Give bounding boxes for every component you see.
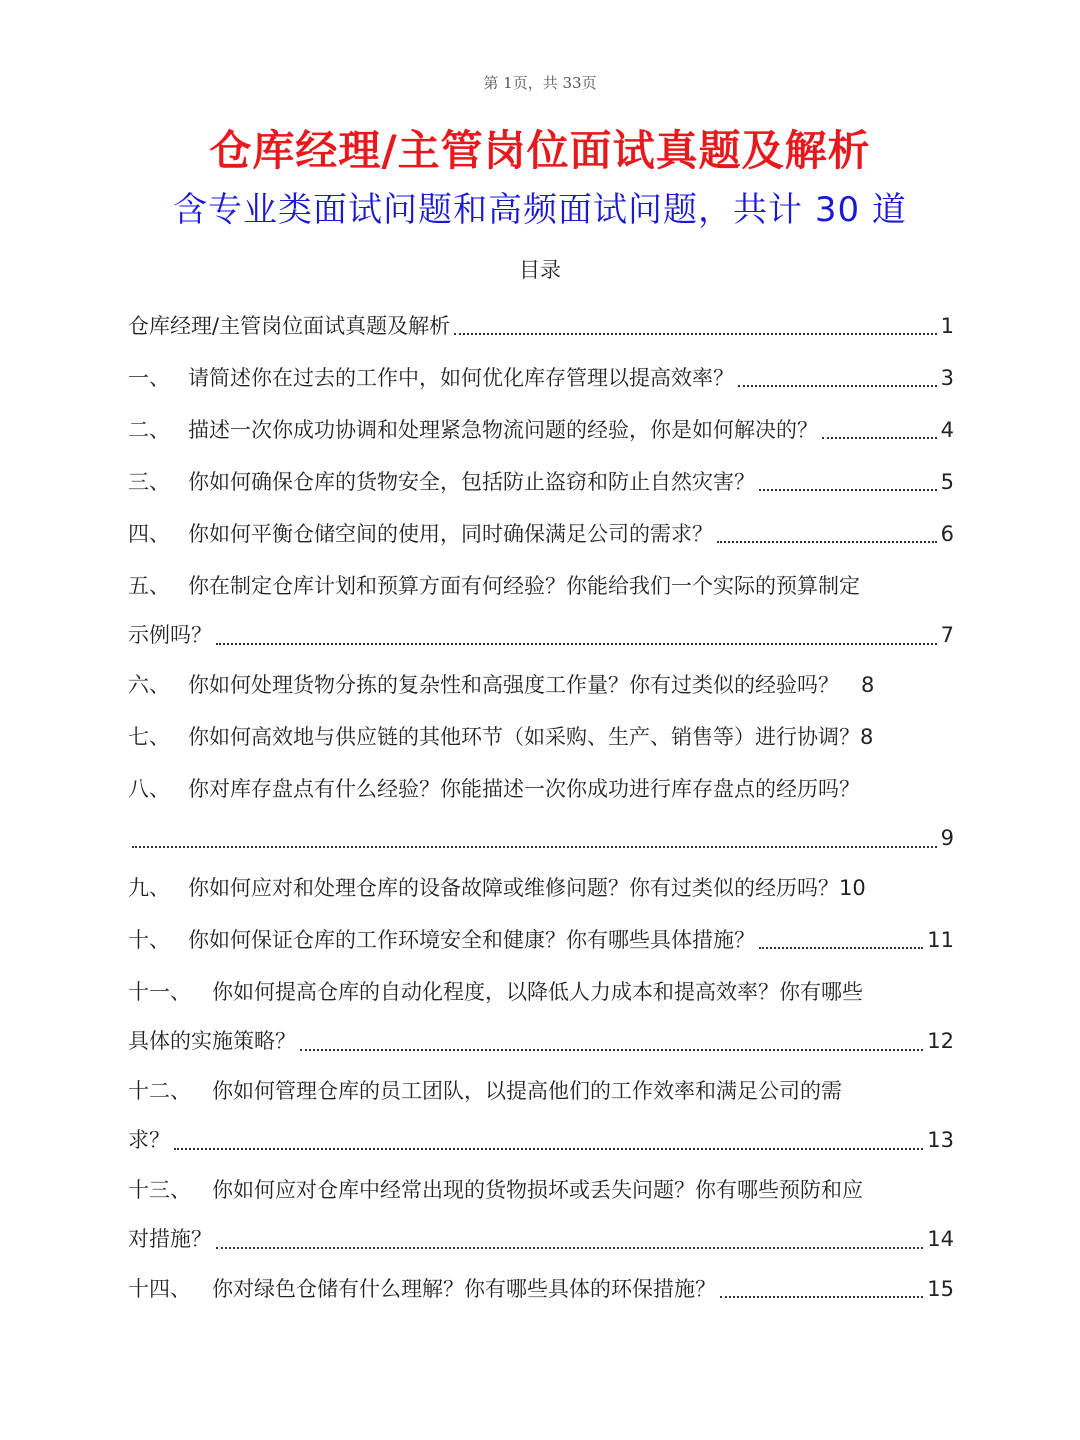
toc-page-number: 8 [860,725,874,749]
toc-entry-1[interactable] [128,352,954,404]
toc-entry-text: 你如何管理仓库的员工团队，以提高他们的工作效率和满足公司的需 [212,1079,842,1103]
toc-page-number: 7 [940,623,954,647]
toc-entry-text: 你在制定仓库计划和预算方面有何经验？你能给我们一个实际的预算制定 [188,574,860,598]
toc-entry-text: 你如何确保仓库的货物安全，包括防止盗窃和防止自然灾害？ [188,470,755,494]
toc-entry-title[interactable] [128,300,954,352]
toc-entry-8[interactable] [128,763,954,862]
table-of-contents [128,300,954,1315]
toc-entry-3[interactable] [128,456,954,508]
toc-page-number: 10 [839,876,866,900]
toc-page-number: 12 [927,1029,954,1053]
toc-entry-number: 十一、 [128,980,191,1004]
toc-heading: 目录 [519,258,561,282]
toc-leader-dots [720,1296,923,1298]
toc-page-number: 3 [940,366,954,390]
toc-entry-number: 三、 [128,470,170,494]
toc-leader-dots [216,643,937,645]
toc-entry-text: 描述一次你成功协调和处理紧急物流问题的经验，你是如何解决的？ [188,418,818,442]
toc-entry-continuation: 具体的实施策略？ [128,1029,296,1053]
toc-entry-text: 你对绿色仓储有什么理解？你有哪些具体的环保措施？ [212,1277,716,1301]
toc-entry-text: 你对库存盘点有什么经验？你能描述一次你成功进行库存盘点的经历吗？ [188,777,860,801]
toc-entry-text: 你如何保证仓库的工作环境安全和健康？你有哪些具体措施？ [188,928,755,952]
toc-entry-number: 二、 [128,418,170,442]
toc-leader-dots [738,385,937,387]
toc-entry-text: 请简述你在过去的工作中，如何优化库存管理以提高效率？ [188,366,734,390]
toc-entry-9[interactable] [128,862,954,914]
toc-entry-5[interactable] [128,560,954,659]
toc-entry-number: 十二、 [128,1079,191,1103]
toc-entry-number: 五、 [128,574,170,598]
toc-entry-continuation: 求？ [128,1128,170,1152]
toc-leader-dots [822,437,937,439]
toc-entry-number: 十、 [128,928,170,952]
toc-page-number: 15 [927,1277,954,1301]
toc-entry-12[interactable] [128,1065,954,1164]
toc-leader-dots [132,846,937,848]
toc-entry-10[interactable] [128,914,954,966]
toc-entry-text: 你如何提高仓库的自动化程度，以降低人力成本和提高效率？你有哪些 [212,980,863,1004]
toc-entry-2[interactable] [128,404,954,456]
toc-entry-number: 九、 [128,876,170,900]
toc-entry-text: 你如何应对仓库中经常出现的货物损坏或丢失问题？你有哪些预防和应 [212,1178,863,1202]
toc-entry-number: 四、 [128,522,170,546]
toc-leader-dots [300,1049,923,1051]
toc-leader-dots [717,541,937,543]
toc-page-number: 14 [927,1227,954,1251]
toc-page-number: 13 [927,1128,954,1152]
toc-entry-text: 你如何高效地与供应链的其他环节（如采购、生产、销售等）进行协调？ [188,725,860,749]
toc-entry-text: 你如何应对和处理仓库的设备故障或维修问题？你有过类似的经历吗？ [188,876,839,900]
toc-entry-continuation: 对措施？ [128,1227,212,1251]
toc-entry-number: 一、 [128,366,170,390]
toc-entry-number: 十三、 [128,1178,191,1202]
page-indicator: 第 1页，共 33页 [483,74,597,92]
toc-entry-text: 你如何处理货物分拣的复杂性和高强度工作量？你有过类似的经验吗？ [188,673,839,697]
toc-entry-text: 你如何平衡仓储空间的使用，同时确保满足公司的需求？ [188,522,713,546]
toc-page-number: 9 [940,826,954,850]
toc-entry-number: 八、 [128,777,170,801]
toc-page-number: 5 [940,470,954,494]
toc-leader-dots [216,1247,923,1249]
toc-entry-number: 六、 [128,673,170,697]
toc-page-number: 4 [940,418,954,442]
document-title: 仓库经理/主管岗位面试真题及解析 [209,126,871,175]
toc-page-number: 1 [940,314,954,338]
toc-entry-number: 十四、 [128,1277,191,1301]
toc-entry-6[interactable] [128,659,954,711]
toc-entry-11[interactable] [128,966,954,1065]
document-subtitle: 含专业类面试问题和高频面试问题，共计 30 道 [173,190,907,230]
toc-leader-dots [454,333,937,335]
toc-page-number: 8 [861,673,875,697]
toc-leader-dots [759,489,937,491]
toc-entry-4[interactable] [128,508,954,560]
toc-entry-number: 七、 [128,725,170,749]
toc-page-number: 11 [927,928,954,952]
toc-leader-dots [759,947,923,949]
toc-entry-14[interactable] [128,1263,954,1315]
toc-leader-dots [174,1148,923,1150]
toc-page-number: 6 [940,522,954,546]
toc-entry-13[interactable] [128,1164,954,1263]
toc-entry-7[interactable] [128,711,968,763]
toc-entry-continuation: 示例吗？ [128,623,212,647]
toc-entry-text: 仓库经理/主管岗位面试真题及解析 [128,314,451,338]
